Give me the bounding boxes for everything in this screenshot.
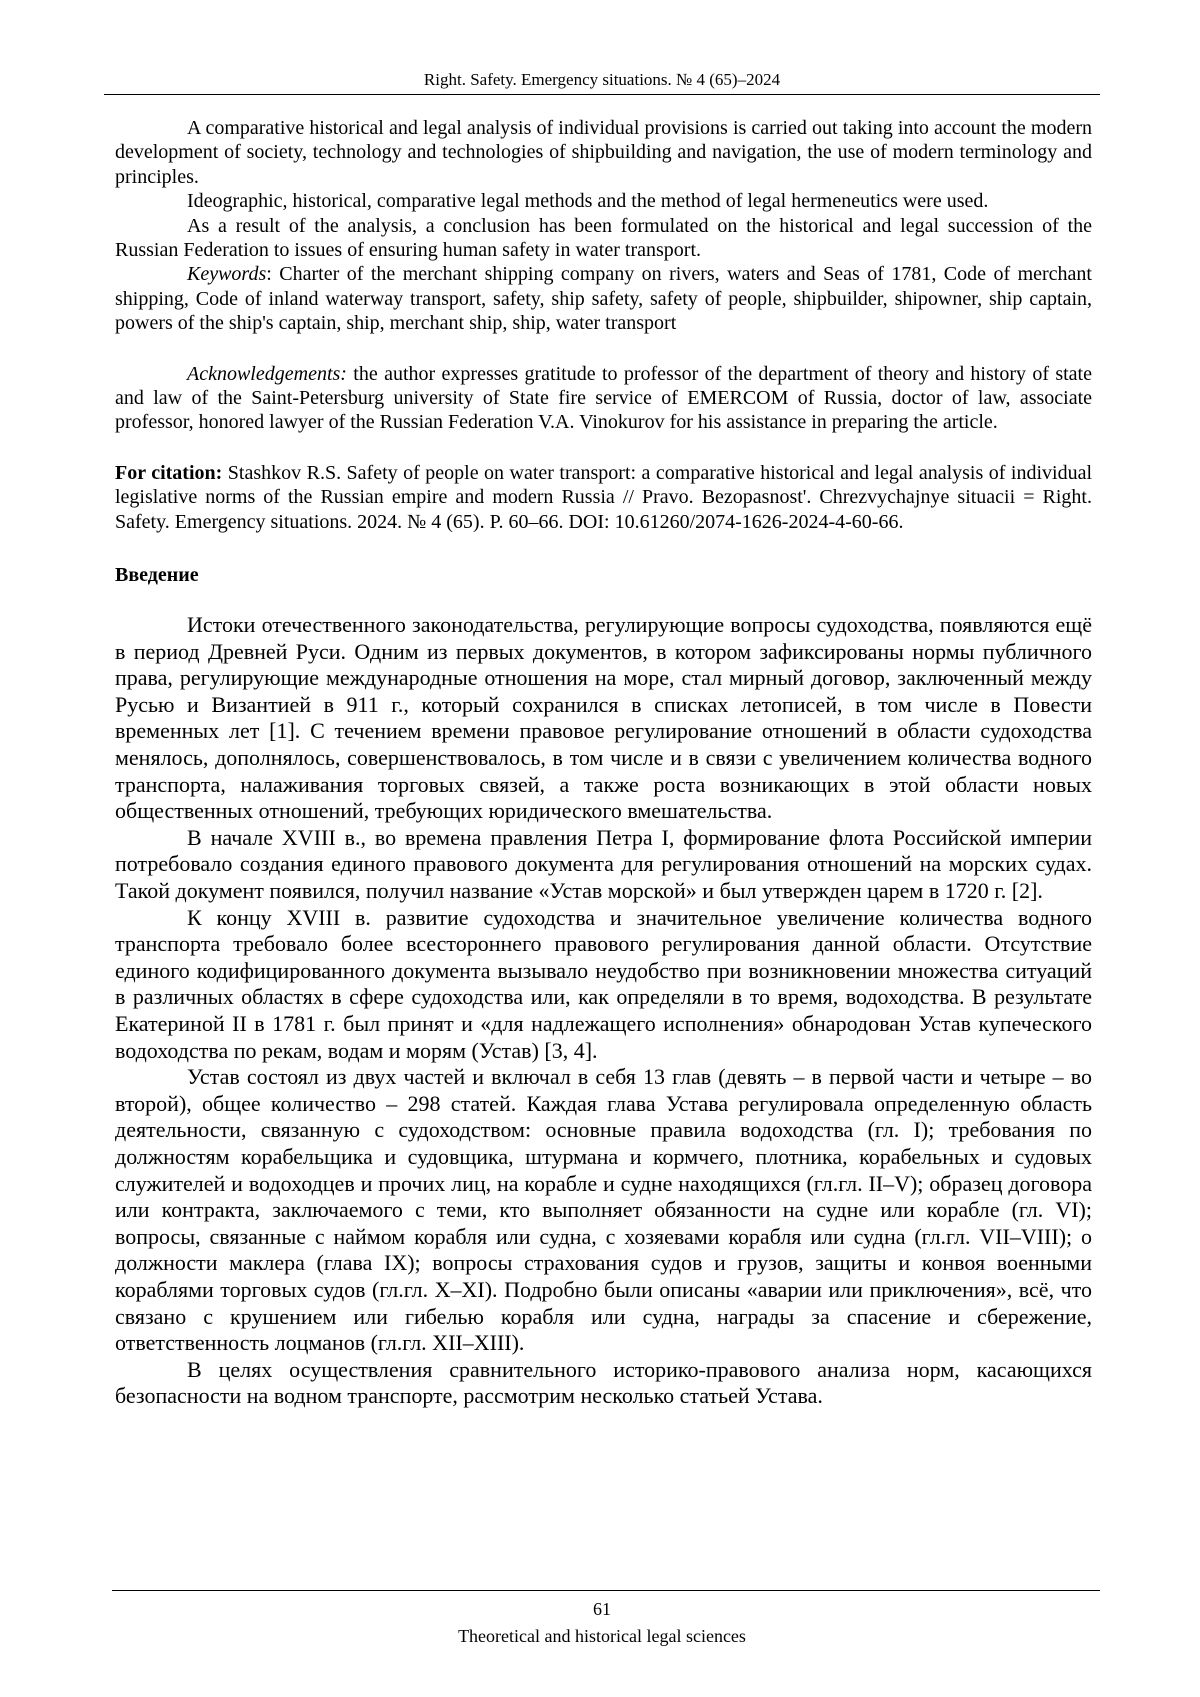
keywords-paragraph (115, 262, 1092, 335)
body-paragraph-4: Устав состоял из двух частей и включал в себя 13 глав (девять – в первой части и четыре – во второй), общее количество – 298 статей. Каждая глава Устава регулировала определенную область деятельности, связанную с судоходством: основные правила водоходства (гл. I); требования по должностям корабельщика и судовщика, штурмана и кормчего, плотника, корабельных и судовых служителей и водоходцев и прочих лиц, на корабле и судне находящихся (гл.гл. II–V); образец договора или контракта, заключаемого с теми, кто выполняет обязанности на судне или корабле (гл. VI); вопросы, связанные с наймом корабля или судна, с хозяевами корабля или судна (гл.гл. VII–VIII); о должности маклера (глава IX); вопросы страхования судов и грузов, защиты и конвоя военными кораблями торговых судов (гл.гл. X–XI). Подробно были описаны «аварии или приключения», всё, что связано с крушением или гибелью корабля или судна, награды за спасение и сбережение, ответственность лоцманов (гл.гл. XII–XIII). (115, 1064, 1092, 1356)
spacer (115, 534, 1092, 562)
spacer (115, 588, 1092, 612)
keywords-label: Keywords (187, 263, 267, 286)
acknowledgements-text: the author expresses gratitude to professor of the department of theory and history of state and law of the Saint-Petersburg university of State fire service of EMERCOM of Russia, doctor of law, associate professor, honored lawyer of the Russian Federation V.A. Vinokurov for his assistance in preparing the article. (115, 362, 1092, 434)
acknowledgements-paragraph (115, 362, 1092, 435)
abstract-paragraph-3: As a result of the analysis, a conclusion has been formulated on the historical and legal succession of the Russian Federation to issues of ensuring human safety in water transport. (115, 214, 1092, 262)
citation-text: Stashkov R.S. Safety of people on water transport: a comparative historical and legal analysis of individual legislative norms of the Russian empire and modern Russia // Pravo. Bezopasnost'. Chrezvychajnye situacii = Right. Safety. Emergency situations. 2024. № 4 (65). P. 60–66. DOI: 10.61260/2074-1626-2024-4-60-66. (115, 461, 1093, 533)
abstract-paragraph-1: A comparative historical and legal analysis of individual provisions is carried out taking into account the modern development of society, technology and technologies of shipbuilding and navigation, the use of modern terminology and principles. (115, 117, 1092, 188)
abstract-paragraph-2: Ideographic, historical, comparative legal methods and the method of legal hermeneutics were used. (187, 190, 989, 213)
page-body (115, 116, 1092, 1410)
body-paragraph-1: Истоки отечественного законодательства, регулирующие вопросы судоходства, появляются ещё в период Древней Руси. Одним из первых документов, в котором зафиксированы нормы публичного права, регулирующие международные отношения на море, стал мирный договор, заключенный между Русью и Византией в 911 г., который сохранился в списках летописей, в том числе в Повести временных лет [1]. С течением времени правовое регулирование отношений в области судоходства менялось, дополнялось, совершенствовалось, в том числе и в связи с увеличением количества водного транспорта, налаживания торговых связей, а также роста возникающих в этой области новых общественных отношений, требующих юридического вмешательства. (115, 612, 1092, 824)
running-footer: Theoretical and historical legal sciences (458, 1626, 746, 1646)
page-number: 61 (593, 1599, 611, 1619)
header-rule (104, 94, 1100, 95)
spacer (115, 435, 1092, 461)
citation-paragraph (115, 461, 1092, 534)
body-paragraph-2: В начале XVIII в., во времена правления Петра I, формирование флота Российской империи потребовало создания единого правового документа для регулирования отношений на морских судах. Такой документ появился, получил название «Устав морской» и был утвержден царем в 1720 г. [2]. (115, 824, 1092, 904)
spacer (115, 336, 1092, 362)
body-paragraph-3: К концу XVIII в. развитие судоходства и значительное увеличение количества водного транспорта требовало более всестороннего правового регулирования данной области. Отсутствие единого кодифицированного документа вызывало неудобство при возникновении множества ситуаций в различных областях в сфере судоходства или, как определяли в то время, водоходства. В результате Екатериной II в 1781 г. был принят и «для надлежащего исполнения» обнародован Устав купеческого водоходства по рекам, водам и морям (Устав) [3, 4]. (115, 904, 1092, 1063)
keywords-text: : Charter of the merchant shipping company on rivers, waters and Seas of 1781, Code of merchant shipping, Code of inland waterway transport, safety, ship safety, safety of people, shipbuilder, shipowner, ship captain, powers of the ship's captain, ship, merchant ship, ship, water transport (115, 263, 1092, 335)
footer-rule (112, 1590, 1100, 1591)
section-heading: Введение (115, 564, 199, 587)
acknowledgements-label: Acknowledgements: (187, 362, 347, 385)
body-paragraph-5: В целях осуществления сравнительного историко-правового анализа норм, касающихся безопасности на водном транспорте, рассмотрим несколько статьей Устава. (115, 1356, 1092, 1409)
running-header: Right. Safety. Emergency situations. № 4 (65)–2024 (423, 70, 781, 89)
citation-label: For citation: (115, 461, 223, 484)
